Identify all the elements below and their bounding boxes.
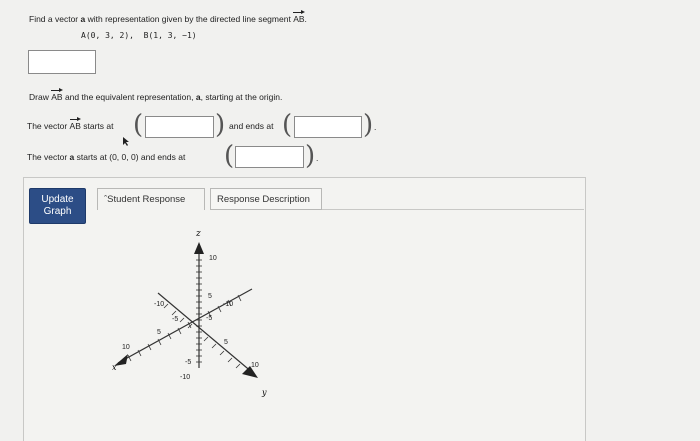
z-tick-label: 5 xyxy=(208,293,212,300)
point-b: B(1, 3, −1) xyxy=(143,31,197,40)
a-end-field[interactable] xyxy=(235,146,304,168)
question-text: Find a vector a with representation given by the directed line segment AB. xyxy=(29,14,307,24)
z-axis-label: z xyxy=(196,229,201,239)
y-tick-label: -5 xyxy=(206,315,213,322)
x-axis-label: x xyxy=(112,363,117,372)
point-a: A(0, 3, 2), xyxy=(81,31,134,40)
ab-end-label: and ends at xyxy=(229,121,274,131)
ab-end-field[interactable] xyxy=(294,116,362,138)
left-paren: ( xyxy=(224,141,235,171)
z-tick-label: -10 xyxy=(180,374,191,381)
segment-ab-label: AB xyxy=(293,14,305,24)
update-graph-button[interactable]: Update Graph xyxy=(29,188,86,224)
mouse-cursor-icon xyxy=(122,137,130,147)
x-tick-label: 5 xyxy=(157,329,161,336)
period: . xyxy=(374,122,377,132)
left-paren: ( xyxy=(133,110,144,140)
period: . xyxy=(316,153,319,163)
y-tick-label: 10 xyxy=(251,362,259,369)
z-tick-label: 10 xyxy=(209,255,217,262)
right-paren: ) xyxy=(363,110,374,140)
vector-a-answer-field[interactable] xyxy=(28,50,96,74)
y-tick-label: -10 xyxy=(223,301,234,308)
tab-response-description[interactable]: Response Description xyxy=(210,188,322,210)
ab-start-label: The vector AB starts at xyxy=(27,121,114,131)
y-axis-label: y xyxy=(262,388,267,397)
left-paren: ( xyxy=(282,110,293,140)
graph-canvas[interactable] xyxy=(100,220,300,400)
instruction-text: Draw AB and the equivalent representation, a, starting at the origin. xyxy=(29,92,283,102)
right-paren: ) xyxy=(305,141,316,171)
ab-start-field[interactable] xyxy=(145,116,214,138)
tab-divider xyxy=(322,209,584,210)
right-paren: ) xyxy=(215,110,226,140)
x-tick-label: -10 xyxy=(154,301,165,308)
tab-student-response[interactable]: ˆStudent Response xyxy=(97,188,205,210)
z-tick-label: -5 xyxy=(185,359,192,366)
x-tick-label: 10 xyxy=(122,344,130,351)
x-tick-label: -5 xyxy=(172,316,179,323)
a-start-label: The vector a starts at (0, 0, 0) and ends at xyxy=(27,152,186,162)
y-tick-label: 5 xyxy=(224,339,228,346)
z-arrow-icon xyxy=(194,242,204,254)
points xyxy=(81,31,197,40)
